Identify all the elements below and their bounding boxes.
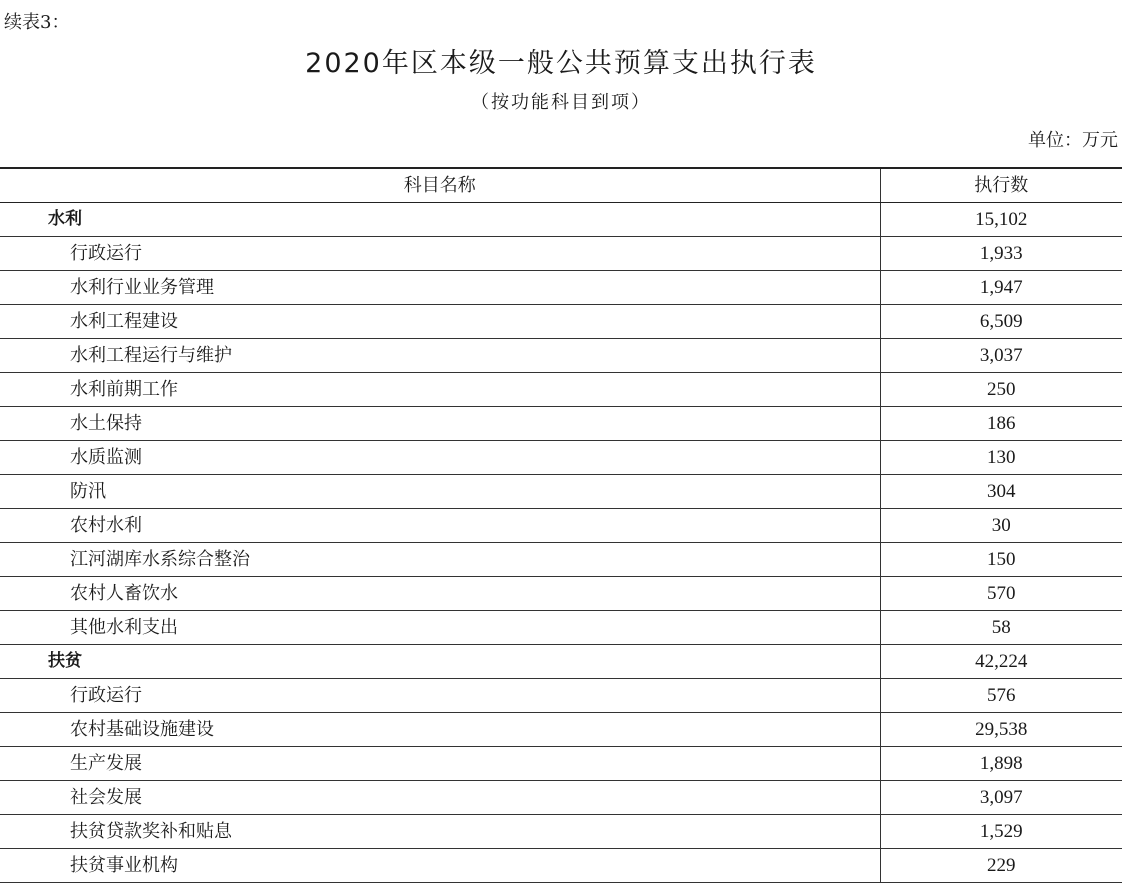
table-row (0, 373, 1122, 407)
amount-cell: 15,102 (880, 203, 1122, 237)
subject-name-cell: 水利 (0, 203, 880, 237)
amount-cell: 30 (880, 509, 1122, 543)
subject-name-cell: 农村基础设施建设 (0, 713, 880, 747)
table-row (0, 509, 1122, 543)
amount-cell: 42,224 (880, 645, 1122, 679)
amount-cell: 1,947 (880, 271, 1122, 305)
table-row (0, 849, 1122, 883)
subject-name-cell: 水利前期工作 (0, 373, 880, 407)
amount-cell: 304 (880, 475, 1122, 509)
subject-name-cell: 扶贫贷款奖补和贴息 (0, 815, 880, 849)
column-header-subject: 科目名称 (0, 168, 880, 203)
amount-cell: 250 (880, 373, 1122, 407)
table-row (0, 339, 1122, 373)
budget-table (0, 167, 1122, 883)
amount-cell: 29,538 (880, 713, 1122, 747)
table-row (0, 305, 1122, 339)
subject-name-cell: 水土保持 (0, 407, 880, 441)
amount-cell: 3,097 (880, 781, 1122, 815)
table-row-category (0, 203, 1122, 237)
subject-name-cell: 扶贫 (0, 645, 880, 679)
amount-cell: 3,037 (880, 339, 1122, 373)
table-body (0, 203, 1122, 883)
subject-name-cell: 农村人畜饮水 (0, 577, 880, 611)
table-row (0, 543, 1122, 577)
subject-name-cell: 水利工程建设 (0, 305, 880, 339)
subject-name-cell: 扶贫事业机构 (0, 849, 880, 883)
amount-cell: 150 (880, 543, 1122, 577)
subject-name-cell: 农村水利 (0, 509, 880, 543)
table-row (0, 747, 1122, 781)
table-row (0, 475, 1122, 509)
amount-cell: 576 (880, 679, 1122, 713)
amount-cell: 229 (880, 849, 1122, 883)
table-row-category (0, 645, 1122, 679)
table-row (0, 713, 1122, 747)
column-header-amount: 执行数 (880, 168, 1122, 203)
table-row (0, 271, 1122, 305)
amount-cell: 130 (880, 441, 1122, 475)
amount-cell: 58 (880, 611, 1122, 645)
subject-name-cell: 生产发展 (0, 747, 880, 781)
amount-cell: 1,933 (880, 237, 1122, 271)
subject-name-cell: 水利行业业务管理 (0, 271, 880, 305)
page-subtitle: （按功能科目到项） (471, 92, 651, 113)
subject-name-cell: 江河湖库水系综合整治 (0, 543, 880, 577)
table-row (0, 611, 1122, 645)
table-row (0, 577, 1122, 611)
subject-name-cell: 行政运行 (0, 679, 880, 713)
amount-cell: 6,509 (880, 305, 1122, 339)
table-row (0, 441, 1122, 475)
subject-name-cell: 水质监测 (0, 441, 880, 475)
unit-label: 单位：万元 (1028, 130, 1118, 151)
table-row (0, 407, 1122, 441)
page-title: 2020年区本级一般公共预算支出执行表 (305, 48, 817, 79)
amount-cell: 570 (880, 577, 1122, 611)
table-row (0, 781, 1122, 815)
table-row (0, 237, 1122, 271)
table-row (0, 815, 1122, 849)
table-header-row (0, 168, 1122, 203)
subject-name-cell: 其他水利支出 (0, 611, 880, 645)
subject-name-cell: 防汛 (0, 475, 880, 509)
budget-table-container (0, 167, 1122, 883)
subject-name-cell: 社会发展 (0, 781, 880, 815)
subject-name-cell: 水利工程运行与维护 (0, 339, 880, 373)
continuation-label: 续表3： (4, 12, 70, 33)
subject-name-cell: 行政运行 (0, 237, 880, 271)
amount-cell: 186 (880, 407, 1122, 441)
table-row (0, 679, 1122, 713)
amount-cell: 1,529 (880, 815, 1122, 849)
amount-cell: 1,898 (880, 747, 1122, 781)
